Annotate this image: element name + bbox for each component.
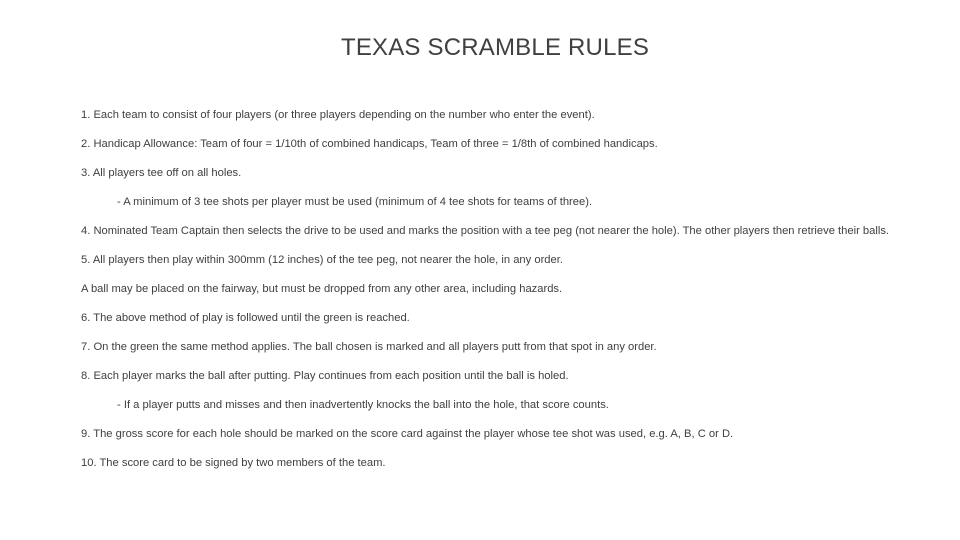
rule-item: 5. All players then play within 300mm (12 inches) of the tee peg, not nearer the hole, in any order. [81,254,563,266]
page-title: TEXAS SCRAMBLE RULES [340,34,650,61]
rule-item: A ball may be placed on the fairway, but must be dropped from any other area, including hazards. [81,283,563,295]
rule-item: 7. On the green the same method applies. The ball chosen is marked and all players putt from that spot in any order. [81,341,657,353]
rule-item: 6. The above method of play is followed until the green is reached. [81,312,410,324]
rule-item: 3. All players tee off on all holes. [81,167,242,179]
rule-item: 8. Each player marks the ball after putting. Play continues from each position until the ball is holed. [81,370,569,382]
rule-item: 2. Handicap Allowance: Team of four = 1/10th of combined handicaps, Team of three = 1/8th of combined handicaps. [81,138,658,150]
rule-item: 4. Nominated Team Captain then selects the drive to be used and marks the position with a tee peg (not nearer the hole). The other players then retrieve their balls. [81,225,890,237]
rule-sub-item: - If a player putts and misses and then inadvertently knocks the ball into the hole, that score counts. [117,399,609,411]
rule-item: 10. The score card to be signed by two members of the team. [81,457,386,469]
rule-item: 9. The gross score for each hole should be marked on the score card against the player whose tee shot was used, e.g. A, B, C or D. [81,428,734,440]
rule-item: 1. Each team to consist of four players (or three players depending on the number who enter the event). [81,109,595,121]
rule-sub-item: - A minimum of 3 tee shots per player must be used (minimum of 4 tee shots for teams of three). [117,196,593,208]
rules-list [81,108,931,485]
